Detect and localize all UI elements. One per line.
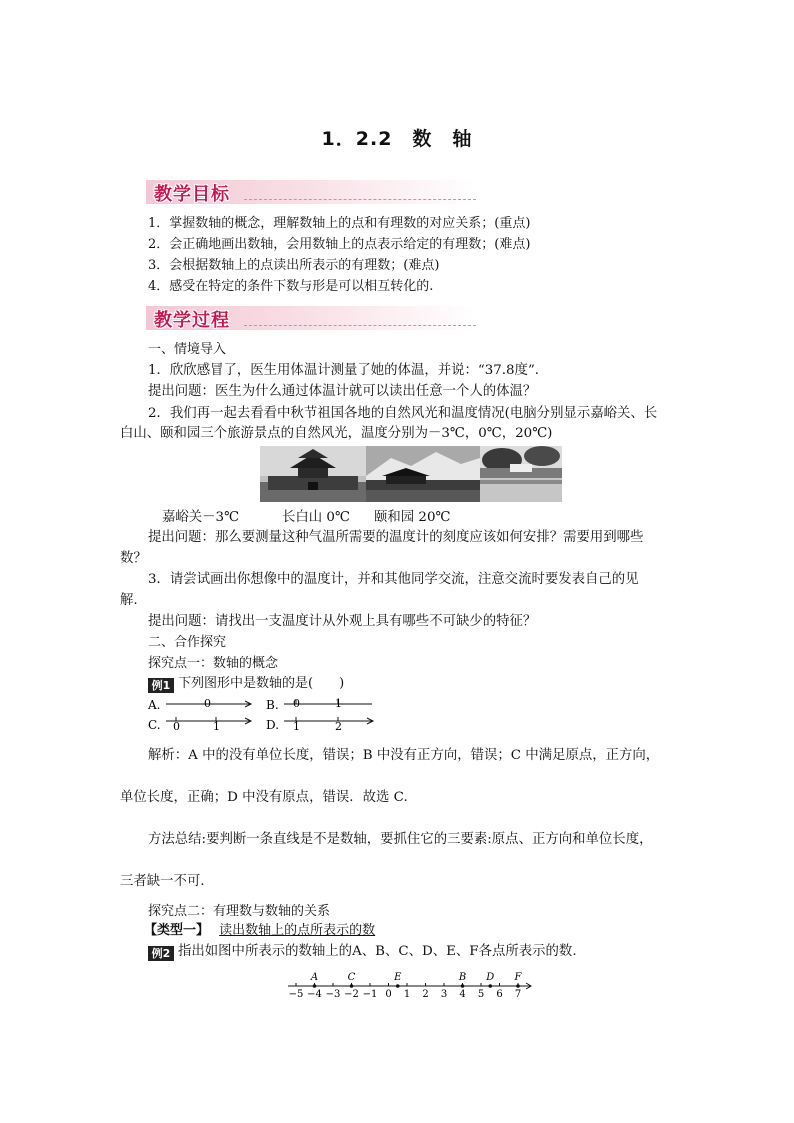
axis-tick-label: 2 — [422, 989, 429, 1000]
option-d-label: D. — [266, 718, 280, 732]
section-banner-goals — [146, 180, 476, 204]
axis-tick-label: 4 — [459, 989, 466, 1000]
axis-tick-label: 7 — [514, 989, 522, 1000]
axis-tick-label: 6 — [496, 989, 503, 1000]
coop-heading: 二、合作探究 — [148, 635, 227, 650]
explore-point-1: 探究点一：数轴的概念 — [148, 656, 279, 671]
section-title: 教学过程 — [154, 310, 230, 331]
type-1-heading — [144, 921, 375, 941]
goal-2: 2．会正确地画出数轴，会用数轴上的点表示给定的有理数；(难点) — [148, 237, 531, 252]
section-banner-process — [146, 306, 476, 330]
axis-tick-label: −5 — [288, 989, 304, 1000]
option-d-tick: 1 — [293, 720, 300, 733]
photo-caption: 长白山 0℃ — [282, 510, 350, 525]
option-a-tick: 0 — [204, 697, 211, 710]
number-line-example-2 — [284, 966, 534, 1002]
intro-heading: 一、情境导入 — [148, 342, 227, 357]
photo-caption: 颐和园 20℃ — [374, 510, 451, 525]
paragraph: 提出问题：医生为什么通过体温计就可以读出任意一个人的体温？ — [148, 384, 537, 399]
photo-caption: 嘉峪关－3℃ — [162, 510, 240, 525]
axis-tick-label: 0 — [385, 989, 392, 1000]
axis-point-label: E — [394, 972, 402, 983]
axis-point — [396, 984, 400, 988]
axis-tick-label: −3 — [325, 989, 341, 1000]
axis-point — [461, 984, 465, 988]
photo-jiayuguan — [260, 446, 366, 502]
goal-3: 3．会根据数轴上的点读出所表示的有理数；(难点) — [148, 258, 440, 273]
example-2 — [148, 942, 577, 962]
explore-point-2: 探究点二：有理数与数轴的关系 — [148, 904, 331, 919]
axis-point — [488, 984, 492, 988]
goal-4: 4．感受在特定的条件下数与形是可以相互转化的. — [148, 279, 434, 294]
method-summary-line: 方法总结:要判断一条直线是不是数轴，要抓住它的三要素:原点、正方向和单位长度， — [148, 832, 653, 847]
example-text: 下列图形中是数轴的是( ) — [178, 676, 345, 691]
photo-changbaishan — [366, 446, 480, 502]
section-title: 教学目标 — [154, 184, 230, 205]
axis-tick-label: 5 — [477, 989, 485, 1000]
paragraph: 白山、颐和园三个旅游景点的自然风光，温度分别为－3℃，0℃，20℃) — [120, 426, 553, 441]
axis-point-label: C — [347, 972, 356, 983]
paragraph: 解. — [120, 593, 138, 608]
axis-point-label: D — [486, 972, 495, 983]
axis-tick-label: 3 — [440, 989, 448, 1000]
option-c-tick: 1 — [213, 720, 220, 733]
axis-tick-label: 1 — [403, 989, 411, 1000]
option-d-tick: 2 — [335, 720, 342, 733]
axis-point — [313, 984, 317, 988]
type-1-title: 读出数轴上的点所表示的数 — [219, 923, 376, 938]
example-1 — [148, 674, 344, 694]
axis-point-label: F — [514, 972, 522, 983]
analysis-line: 单位长度，正确；D 中没有原点，错误．故选 C. — [120, 790, 408, 805]
paragraph: 提出问题：那么要测量这种气温所需要的温度计的刻度应该如何安排？需要用到哪些 — [148, 530, 644, 545]
photo-yiheyuan — [480, 446, 562, 502]
method-summary-line: 三者缺一不可． — [120, 874, 214, 889]
axis-point — [350, 984, 354, 988]
option-a-label: A. — [148, 698, 161, 712]
axis-point-label: B — [458, 972, 467, 983]
paragraph: 数？ — [120, 551, 147, 566]
axis-point — [516, 984, 520, 988]
axis-tick-label: −2 — [344, 989, 359, 1000]
option-c-label: C. — [148, 718, 161, 732]
axis-tick-label: −4 — [307, 989, 322, 1000]
axis-tick-label: −1 — [362, 989, 378, 1000]
example-text: 指出如图中所表示的数轴上的A、B、C、D、E、F各点所表示的数. — [178, 944, 577, 959]
goal-1: 1．掌握数轴的概念，理解数轴上的点和有理数的对应关系；(重点) — [148, 216, 531, 231]
page-title: 1．2.2 数 轴 — [321, 128, 473, 150]
type-1-bracket: 【类型一】 — [144, 923, 210, 938]
option-c-tick: 0 — [173, 720, 180, 733]
analysis-line: 解析：A 中的没有单位长度，错误；B 中没有正方向，错误；C 中满足原点，正方向， — [148, 748, 660, 763]
options-number-lines — [146, 694, 386, 734]
paragraph: 3．请尝试画出你想像中的温度计，并和其他同学交流，注意交流时要发表自己的见 — [148, 572, 639, 587]
paragraph: 1．欣欣感冒了，医生用体温计测量了她的体温，并说：“37.8度”. — [148, 363, 540, 378]
paragraph: 提出问题：请找出一支温度计从外观上具有哪些不可缺少的特征？ — [148, 614, 537, 629]
example-badge: 例2 — [148, 946, 174, 961]
option-b-label: B. — [266, 698, 279, 712]
option-b-tick: 0 — [293, 697, 300, 710]
example-badge: 例1 — [148, 678, 174, 693]
axis-point-label: A — [310, 972, 319, 983]
option-b-tick: 1 — [335, 697, 342, 710]
paragraph: 2．我们再一起去看看中秋节祖国各地的自然风光和温度情况(电脑分别显示嘉峪关、长 — [148, 406, 658, 421]
